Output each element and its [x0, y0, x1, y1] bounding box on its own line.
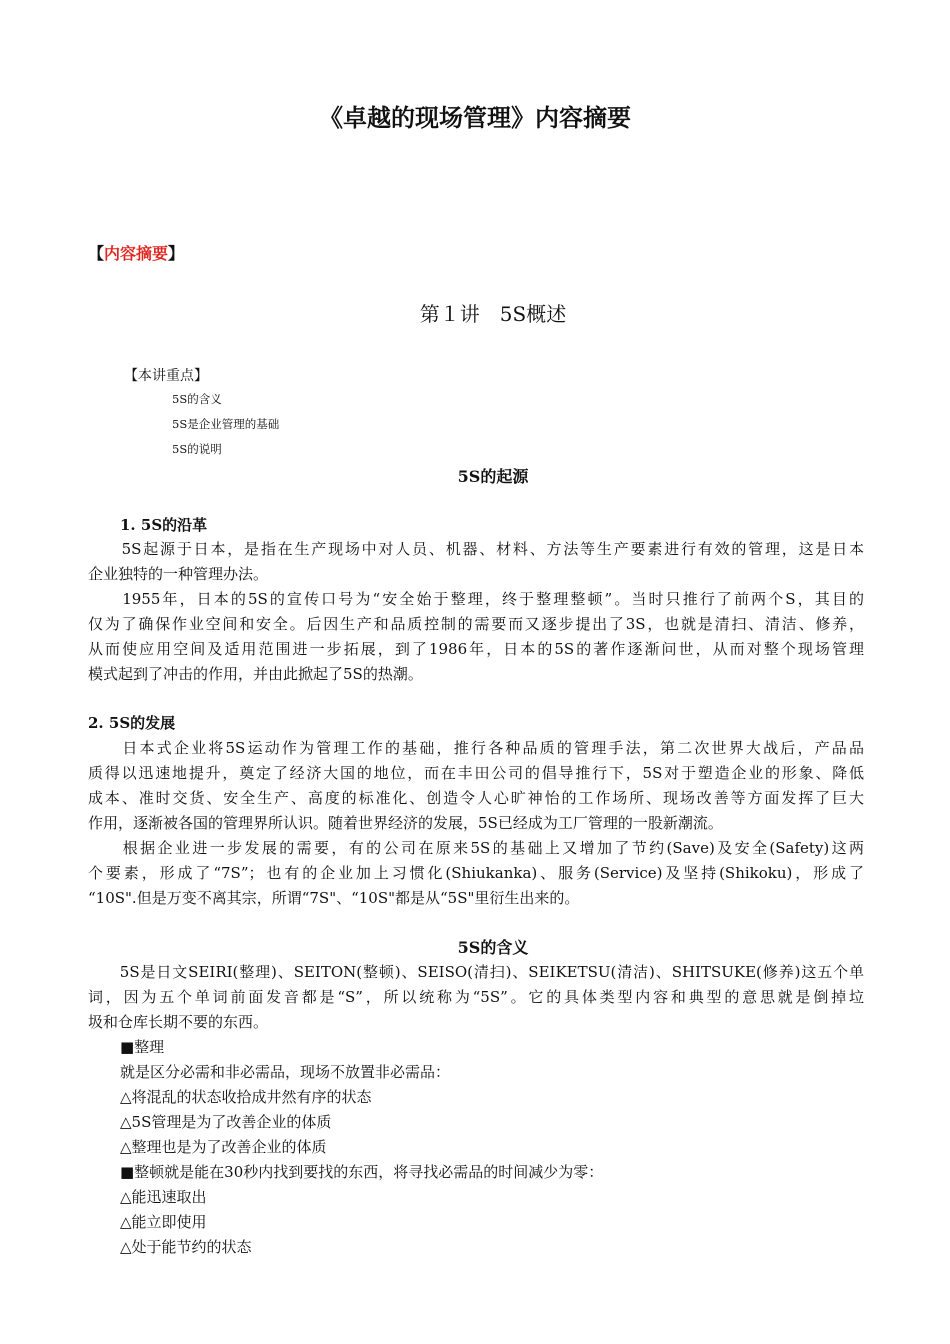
section-heading-meaning: 5S的含义: [457, 938, 529, 957]
seiton-point: △处于能节约的状态: [120, 1238, 252, 1256]
seiri-heading: ■整理: [120, 1038, 165, 1056]
paragraph-line: 个要素，形成了“7S”；也有的企业加上习惯化(Shiukanka)、服务(Service)及坚持(Shikoku)，形成了: [88, 864, 864, 882]
paragraph-line: 根据企业进一步发展的需要，有的公司在原来5S的基础上又增加了节约(Save)及安全(Safety)这两: [88, 839, 864, 857]
key-point-item: 5S是企业管理的基础: [172, 417, 280, 431]
paragraph-line: 质得以迅速地提升，奠定了经济大国的地位，而在丰田公司的倡导推行下，5S对于塑造企业的形象、降低: [88, 764, 864, 782]
paragraph-line: 仅为了确保作业空间和安全。后因生产和品质控制的需要而又逐步提出了3S，也就是清扫、清洁、修养，: [88, 615, 864, 633]
paragraph-history-2: [88, 587, 864, 687]
paragraph-development-2: [88, 836, 864, 911]
seiton-heading: ■整顿就是能在30秒内找到要找的东西，将寻找必需品的时间减少为零：: [120, 1163, 604, 1181]
seiri-description: 就是区分必需和非必需品，现场不放置非必需品：: [120, 1063, 451, 1081]
paragraph-line: 企业独特的一种管理办法。: [88, 565, 269, 583]
paragraph-line: 5S是日文SEIRI(整理)、SEITON(整顿)、SEISO(清扫)、SEIKETSU(清洁)、SHITSUKE(修养)这五个单: [88, 963, 864, 981]
paragraph-line: 成本、准时交货、安全生产、高度的标准化、创造令人心旷神怡的工作场所、现场改善等方面发挥了巨大: [88, 789, 864, 807]
section-heading-origin: 5S的起源: [457, 467, 529, 486]
subsection-heading-development: 2. 5S的发展: [88, 714, 176, 732]
paragraph-line: “10S".但是万变不离其宗，所谓“7S"、“10S"都是从“5S"里衍生出来的。: [88, 889, 580, 907]
key-points-heading: 【本讲重点】: [124, 368, 208, 384]
summary-tag-open: 【: [88, 244, 105, 263]
summary-tag-close: 】: [168, 244, 185, 263]
paragraph-development-1: [88, 736, 864, 836]
key-point-item: 5S的含义: [172, 392, 222, 406]
seiton-point: △能迅速取出: [120, 1188, 207, 1206]
paragraph-line: 5S起源于日本，是指在生产现场中对人员、机器、材料、方法等生产要素进行有效的管理，这是日本: [88, 540, 864, 558]
seiri-point: △整理也是为了改善企业的体质: [120, 1138, 327, 1156]
paragraph-line: 圾和仓库长期不要的东西。: [88, 1013, 269, 1031]
seiri-point: △5S管理是为了改善企业的体质: [120, 1113, 332, 1131]
key-point-item: 5S的说明: [172, 442, 222, 456]
subsection-heading-history: 1. 5S的沿革: [120, 516, 208, 534]
paragraph-meaning-intro: [88, 960, 864, 1035]
seiton-point: △能立即使用: [120, 1213, 207, 1231]
paragraph-line: 模式起到了冲击的作用，并由此掀起了5S的热潮。: [88, 665, 423, 683]
paragraph-line: 1955年，日本的5S的宣传口号为“安全始于整理，终于整理整顿”。当时只推行了前两个S，其目的: [88, 590, 864, 608]
seiri-point: △将混乱的状态收拾成井然有序的状态: [120, 1088, 372, 1106]
paragraph-history-1: [88, 537, 864, 587]
summary-tag-label: 内容摘要: [104, 244, 169, 263]
summary-tag: [88, 241, 184, 264]
paragraph-line: 作用，逐渐被各国的管理界所认识。随着世界经济的发展，5S已经成为工厂管理的一股新潮流。: [88, 814, 723, 832]
paragraph-line: 日本式企业将5S运动作为管理工作的基础，推行各种品质的管理手法，第二次世界大战后，产品品: [88, 739, 864, 757]
lecture-title: 第１讲 5S概述: [419, 302, 567, 326]
paragraph-line: 从而使应用空间及适用范围进一步拓展，到了1986年，日本的5S的著作逐渐问世，从而对整个现场管理: [88, 640, 864, 658]
paragraph-line: 词，因为五个单词前面发音都是“S”，所以统称为“5S”。它的具体类型内容和典型的意思就是倒掉垃: [88, 988, 864, 1006]
document-title: 《卓越的现场管理》内容摘要: [319, 104, 631, 132]
